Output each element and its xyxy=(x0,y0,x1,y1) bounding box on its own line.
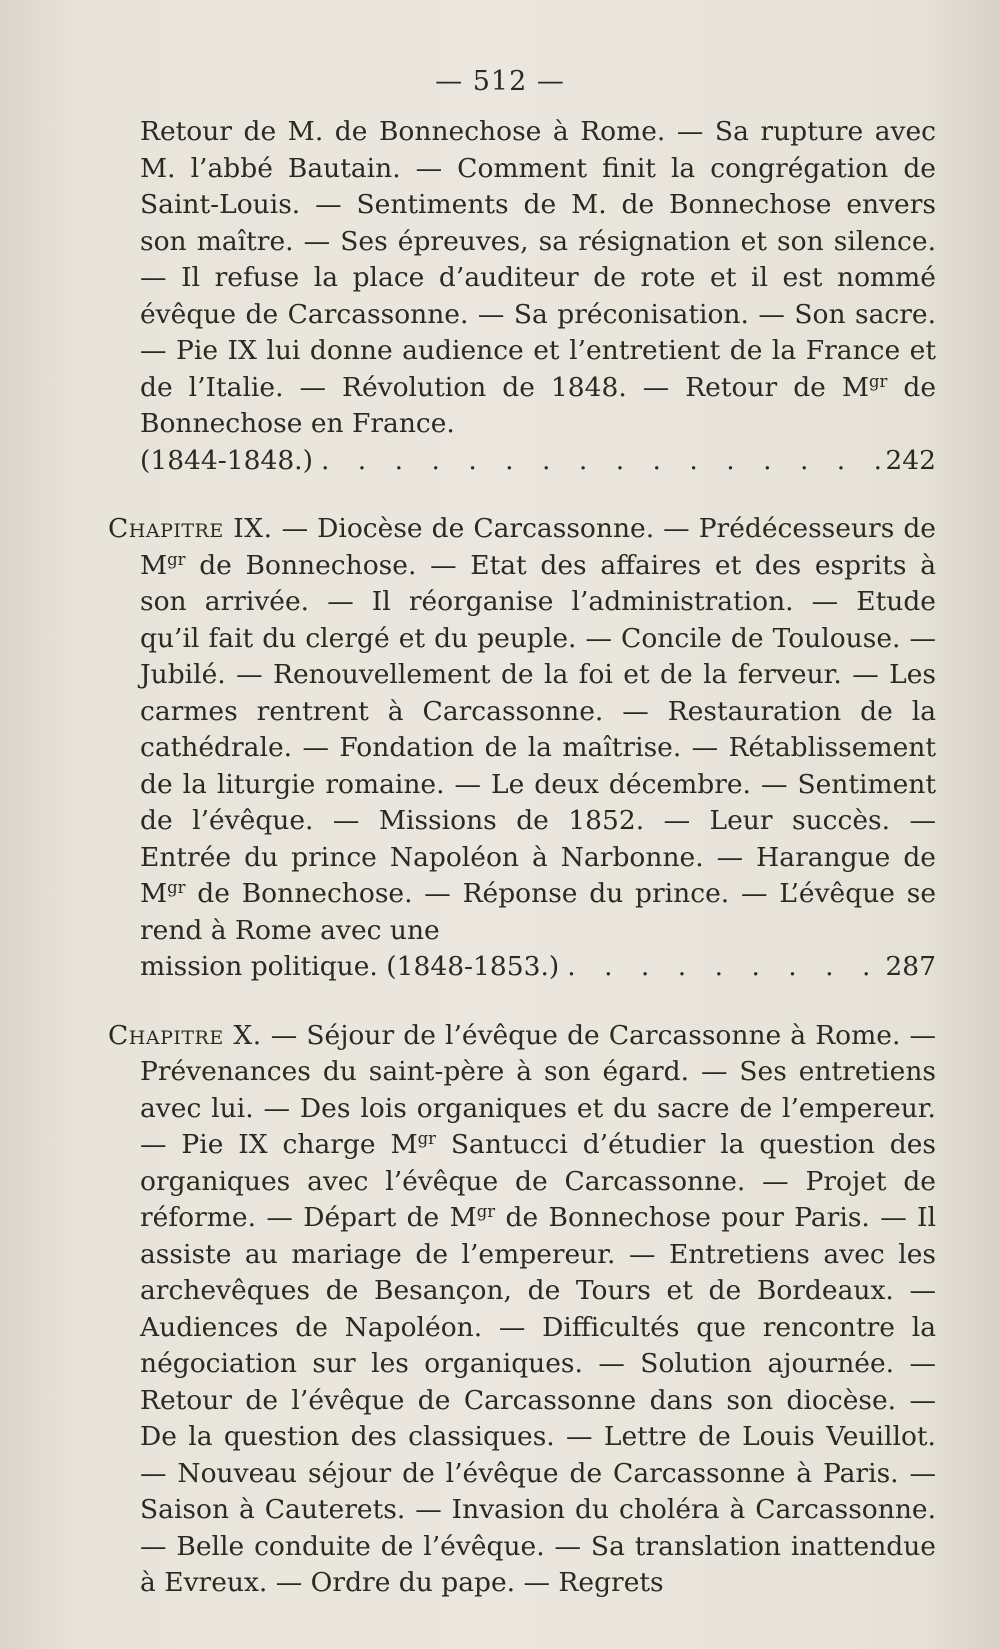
chapter-summary: — Diocèse de Carcassonne. — Prédécesseurs de $M^{gr}$ de Bonnechose. — Etat des affaires et des esprits à son arrivée. — Il réorganise l’administration. — Etude qu’il fait du clergé et du peuple. — Concile de Toulouse. — Jubilé. — Renouvellement de la foi et de la ferveur. — Les carmes rentrent à Carcassonne. — Restauration de la cathédrale. — Fondation de la maîtrise. — Rétablissement de la liturgie romaine. — Le deux décembre. — Sentiment de l’évêque. — Missions de 1852. — Leur succès. — Entrée du prince Napoléon à Narbonne. — Harangue de $M^{gr}$ de Bonnechose. — Réponse du prince. — L’évêque se rend à Rome avec une xyxy=(140,513,936,946)
chapter-label: Chapitre X. xyxy=(108,1019,262,1051)
dot-leader xyxy=(313,443,885,480)
entry-summary: Retour de M. de Bonnechose à Rome. — Sa rupture avec M. l’abbé Bautain. — Comment finit la congrégation de Saint-Louis. — Sentiments de M. de Bonnechose envers son maître. — Ses épreuves, sa résignation et son silence. — Il refuse la place d’auditeur de rote et il est nommé évêque de Carcassonne. — Sa préconisation. — Son sacre. — Pie IX lui donne audience et l’entretient de la France et de l’Italie. — Révolution de 1848. — Retour de $M^{gr}$ de Bonnechose en France. xyxy=(140,116,936,439)
toc-entry-continued xyxy=(108,114,936,479)
entry-dates: mission politique. (1848-1853.) xyxy=(140,951,560,982)
dot-leader xyxy=(559,949,885,986)
entry-summary xyxy=(108,1018,936,1602)
page-number: — 512 — xyxy=(435,66,565,97)
entry-dates: (1844-1848.) xyxy=(140,444,313,476)
entry-leader-line xyxy=(108,949,936,986)
table-of-contents xyxy=(108,114,936,1634)
entry-summary xyxy=(108,511,936,949)
toc-entry-chapitre-ix xyxy=(108,511,936,986)
toc-entry-chapitre-x xyxy=(108,1018,936,1602)
entry-leader-line xyxy=(108,443,936,480)
chapter-label: Chapitre IX. xyxy=(108,513,273,544)
chapter-summary: — Séjour de l’évêque de Carcassonne à Rome. — Prévenances du saint-père à son égard. — Ses entretiens avec lui. — Des lois organiques et du sacre de l’empereur. — Pie IX charge $M^{gr}$ Santucci d’étudier la question des organiques avec l’évêque de Carcassonne. — Projet de réforme. — Départ de $M^{gr}$ de Bonnechose pour Paris. — Il assiste au mariage de l’empereur. — Entretiens avec les archevêques de Besançon, de Tours et de Bordeaux. — Audiences de Napoléon. — Difficultés que rencontre la négociation sur les organiques. — Solution ajournée. — Retour de l’évêque de Carcassonne dans son diocèse. — De la question des classiques. — Lettre de Louis Veuillot. — Nouveau séjour de l’évêque de Carcassonne à Paris. — Saison à Cauterets. — Invasion du choléra à Carcassonne. — Belle conduite de l’évêque. — Sa translation inattendue à Evreux. — Ordre du pape. — Regrets xyxy=(140,1019,937,1598)
entry-page-ref: 242 xyxy=(885,444,936,476)
entry-page-ref: 287 xyxy=(885,951,936,982)
